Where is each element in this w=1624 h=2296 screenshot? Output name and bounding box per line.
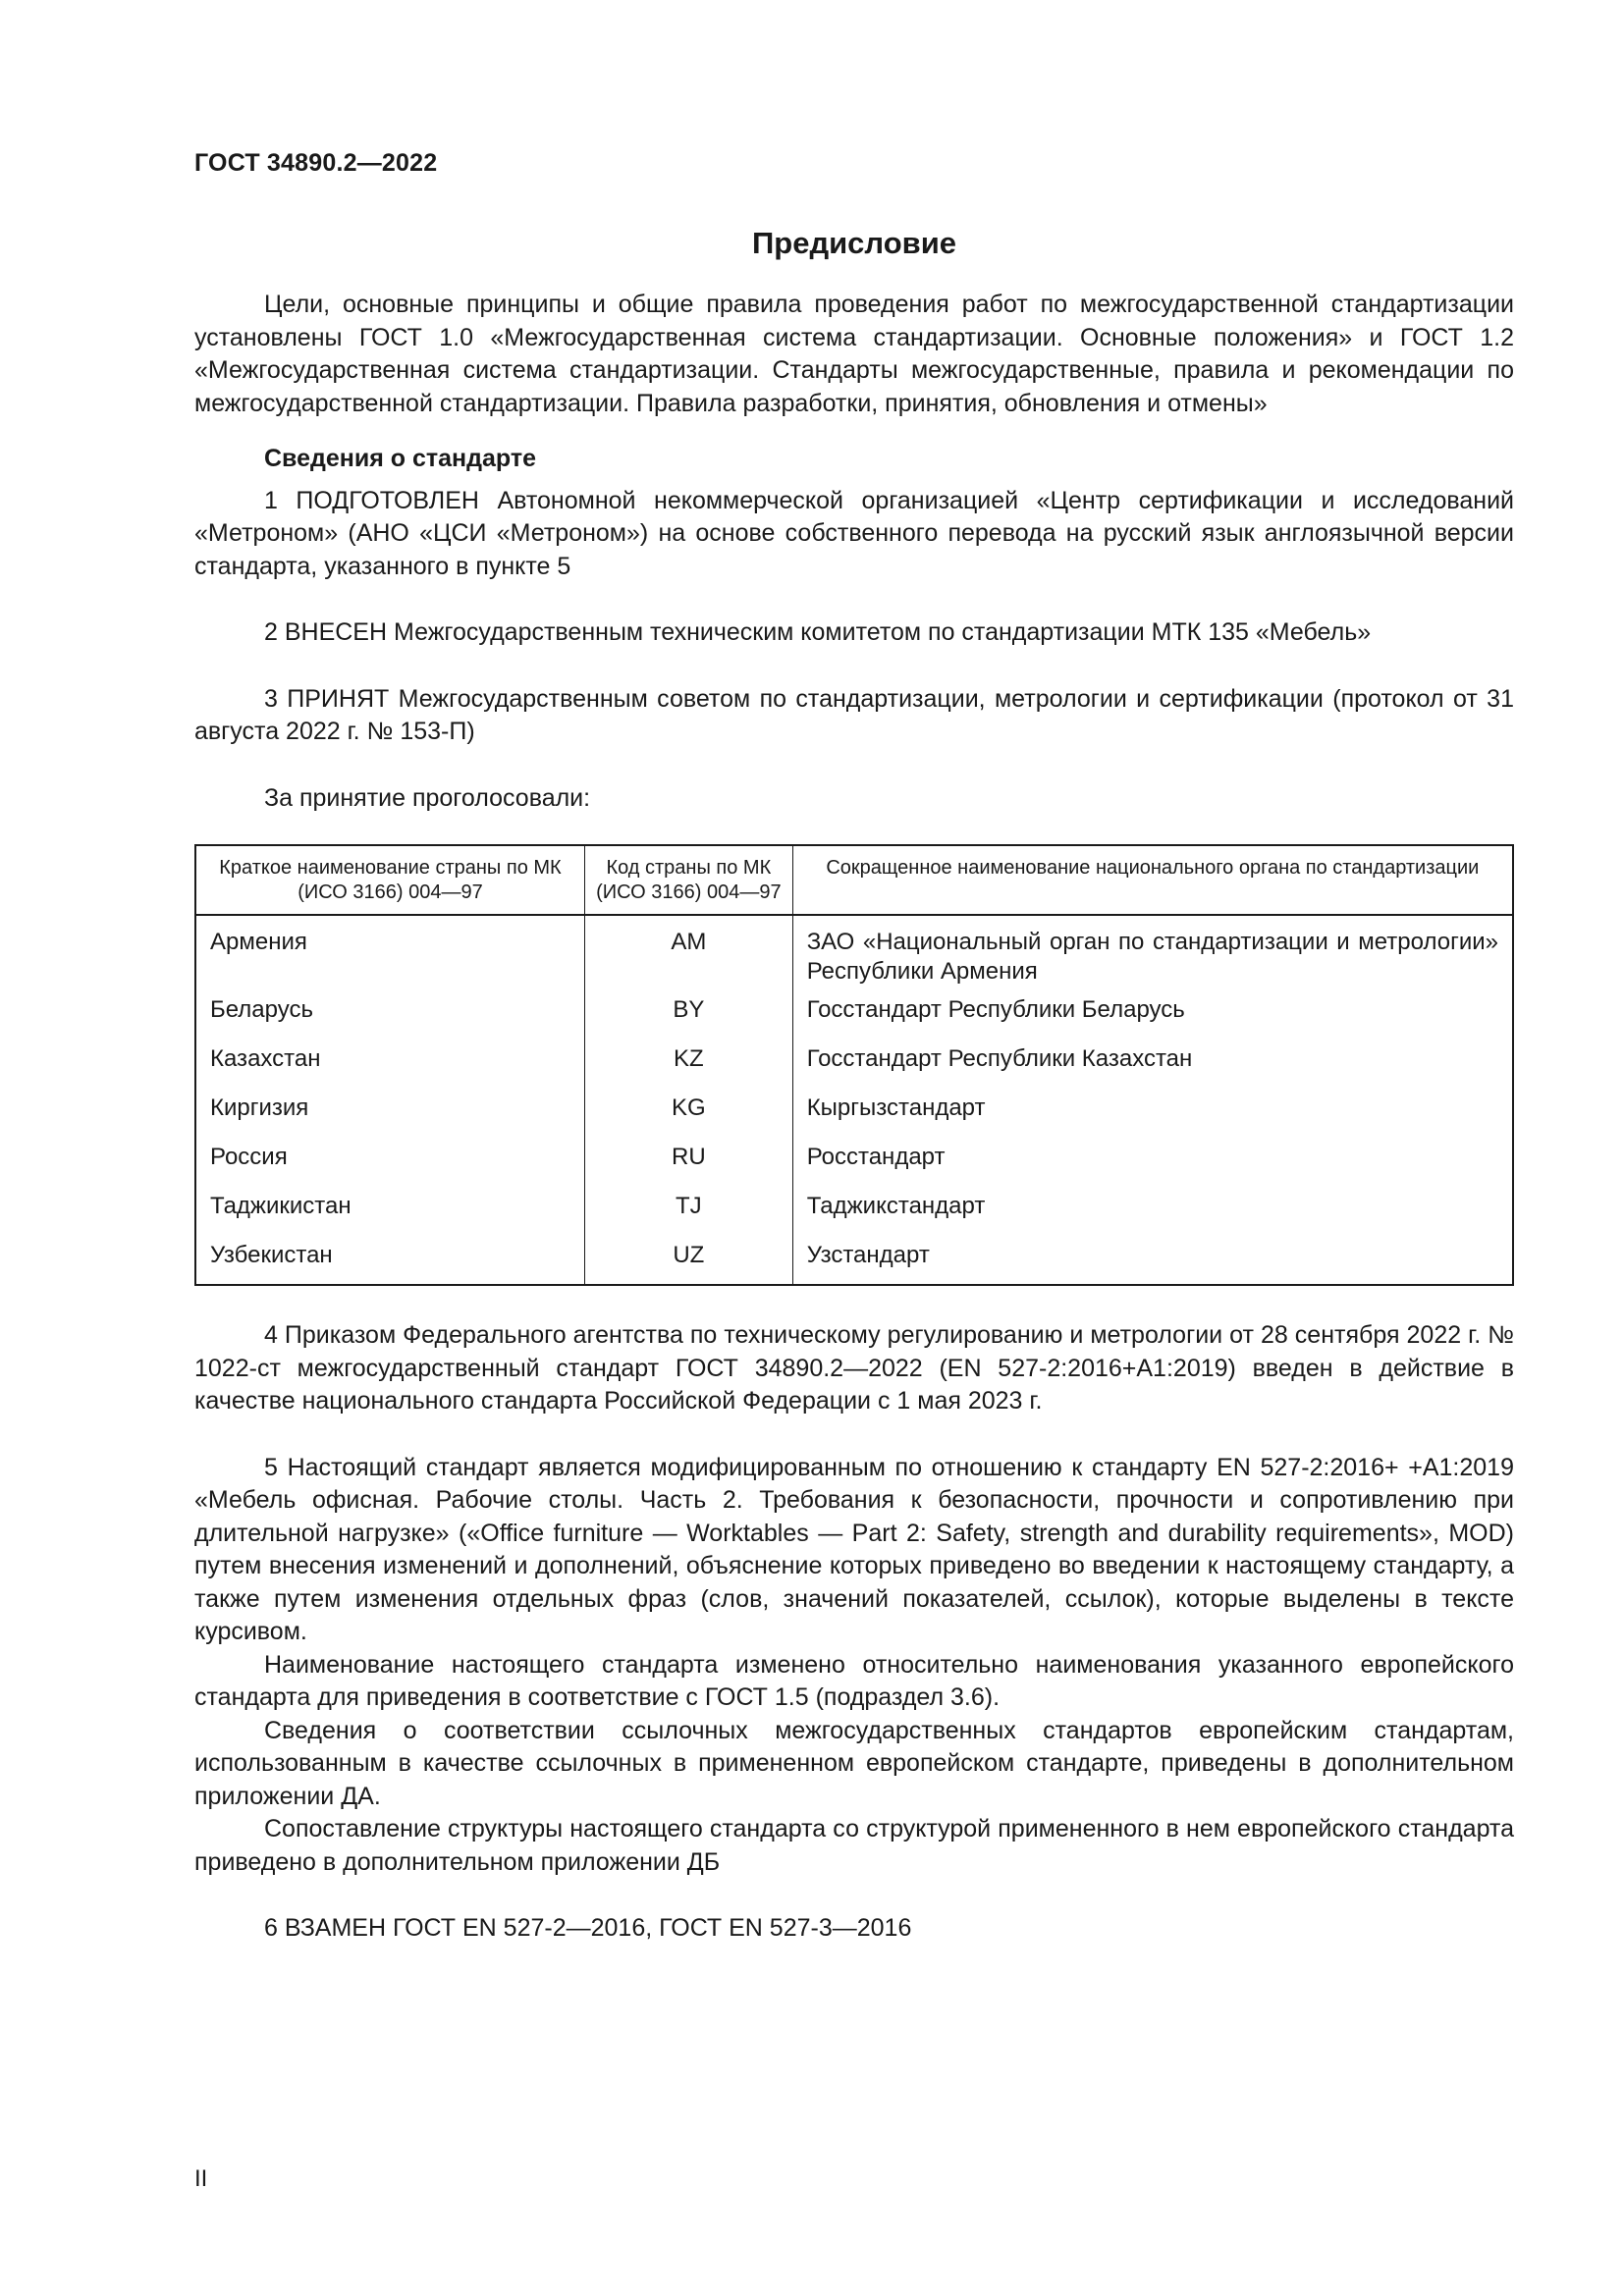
table-header-row <box>195 845 1513 915</box>
country-cell: Россия <box>195 1140 584 1189</box>
code-cell: TJ <box>584 1189 792 1238</box>
item-1: 1 ПОДГОТОВЛЕН Автономной некоммерческой организацией «Центр сертификации и исследований «Метроном» (АНО «ЦСИ «Метроном») на основе собственного перевода на русский язык англоязычной версии стандарта, указанного в пункте 5 <box>194 486 1514 580</box>
info-heading: Сведения о стандарте <box>264 445 537 472</box>
item-3: 3 ПРИНЯТ Межгосударственным советом по стандартизации, метрологии и сертификации (протокол от 31 августа 2022 г. № 153-П) <box>194 684 1514 745</box>
item-2: 2 ВНЕСЕН Межгосударственным техническим комитетом по стандартизации МТК 135 «Мебель» <box>264 618 1372 646</box>
body-cell: Госстандарт Республики Беларусь <box>792 992 1513 1041</box>
table-row <box>195 1140 1513 1189</box>
country-cell: Киргизия <box>195 1091 584 1140</box>
table-row <box>195 915 1513 992</box>
body-cell: Росстандарт <box>792 1140 1513 1189</box>
code-cell: AM <box>584 915 792 992</box>
code-cell: KG <box>584 1091 792 1140</box>
item-5: 5 Настоящий стандарт является модифицированным по отношению к стандарту EN 527-2:2016+ +A1:2019 «Мебель офисная. Рабочие столы. Часть 2. Требования к безопасности, прочности и сопротивлению при длительной нагрузке» («Office furniture — Worktables — Part 2: Safety, strength and durability requirements», MOD) путем внесения изменений и дополнений, объяснение которых приведено во введении к настоящему стандарту, а также путем изменения отдельных фраз (слов, значений показателей, ссылок), которые выделены в тексте курсивом. <box>194 1453 1514 1645</box>
body-cell: Кыргызстандарт <box>792 1091 1513 1140</box>
table-row <box>195 1041 1513 1091</box>
foreword-section <box>194 224 1514 1946</box>
item-6: 6 ВЗАМЕН ГОСТ EN 527-2—2016, ГОСТ EN 527-3—2016 <box>264 1914 912 1942</box>
voting-table <box>194 844 1514 1286</box>
code-cell: BY <box>584 992 792 1041</box>
page-number: II <box>194 2165 208 2192</box>
country-cell: Беларусь <box>195 992 584 1041</box>
body-cell: Таджикстандарт <box>792 1189 1513 1238</box>
item-5-paragraph: Сопоставление структуры настоящего стандарта со структурой примененного в нем европейского стандарта приведено в дополнительном приложении ДБ <box>194 1815 1514 1876</box>
table-row <box>195 1238 1513 1285</box>
table-row <box>195 1189 1513 1238</box>
country-cell: Таджикистан <box>195 1189 584 1238</box>
header-body: Сокращенное наименование национального органа по стандартизации <box>792 845 1513 915</box>
vote-intro: За принятие проголосовали: <box>264 783 591 812</box>
header-code: Код страны по МК (ИСО 3166) 004—97 <box>584 845 792 915</box>
item-5-paragraph: Сведения о соответствии ссылочных межгосударственных стандартов европейским стандартам, использованным в качестве ссылочных в примененном европейском стандарте, приведены в дополнительном приложении ДА. <box>194 1716 1514 1810</box>
country-cell: Армения <box>195 915 584 992</box>
code-cell: UZ <box>584 1238 792 1285</box>
page-title: Предисловие <box>751 226 956 260</box>
body-cell: Узстандарт <box>792 1238 1513 1285</box>
body-cell: Госстандарт Республики Казахстан <box>792 1041 1513 1091</box>
table-row <box>195 992 1513 1041</box>
country-cell: Узбекистан <box>195 1238 584 1285</box>
header-country: Краткое наименование страны по МК (ИСО 3166) 004—97 <box>195 845 584 915</box>
table-row <box>195 1091 1513 1140</box>
item-5-paragraph: Наименование настоящего стандарта изменено относительно наименования указанного европейского стандарта для приведения в соответствие с ГОСТ 1.5 (подраздел 3.6). <box>194 1650 1514 1711</box>
code-cell: KZ <box>584 1041 792 1091</box>
country-cell: Казахстан <box>195 1041 584 1091</box>
item-4: 4 Приказом Федерального агентства по техническому регулированию и метрологии от 28 сентября 2022 г. № 1022-ст межгосударственный стандарт ГОСТ 34890.2—2022 (EN 527-2:2016+A1:2019) введен в действие в качестве национального стандарта Российской Федерации с 1 мая 2023 г. <box>194 1321 1514 1415</box>
document-code: ГОСТ 34890.2—2022 <box>194 149 438 177</box>
intro-paragraph: Цели, основные принципы и общие правила проведения работ по межгосударственной стандартизации установлены ГОСТ 1.0 «Межгосударственная система стандартизации. Основные положения» и ГОСТ 1.2 «Межгосударственная система стандартизации. Стандарты межгосударственные, правила и рекомендации по межгосударственной стандартизации. Правила разработки, принятия, обновления и отмены» <box>194 291 1514 417</box>
body-cell: ЗАО «Национальный орган по стандартизации и метрологии» Республики Армения <box>792 915 1513 992</box>
code-cell: RU <box>584 1140 792 1189</box>
